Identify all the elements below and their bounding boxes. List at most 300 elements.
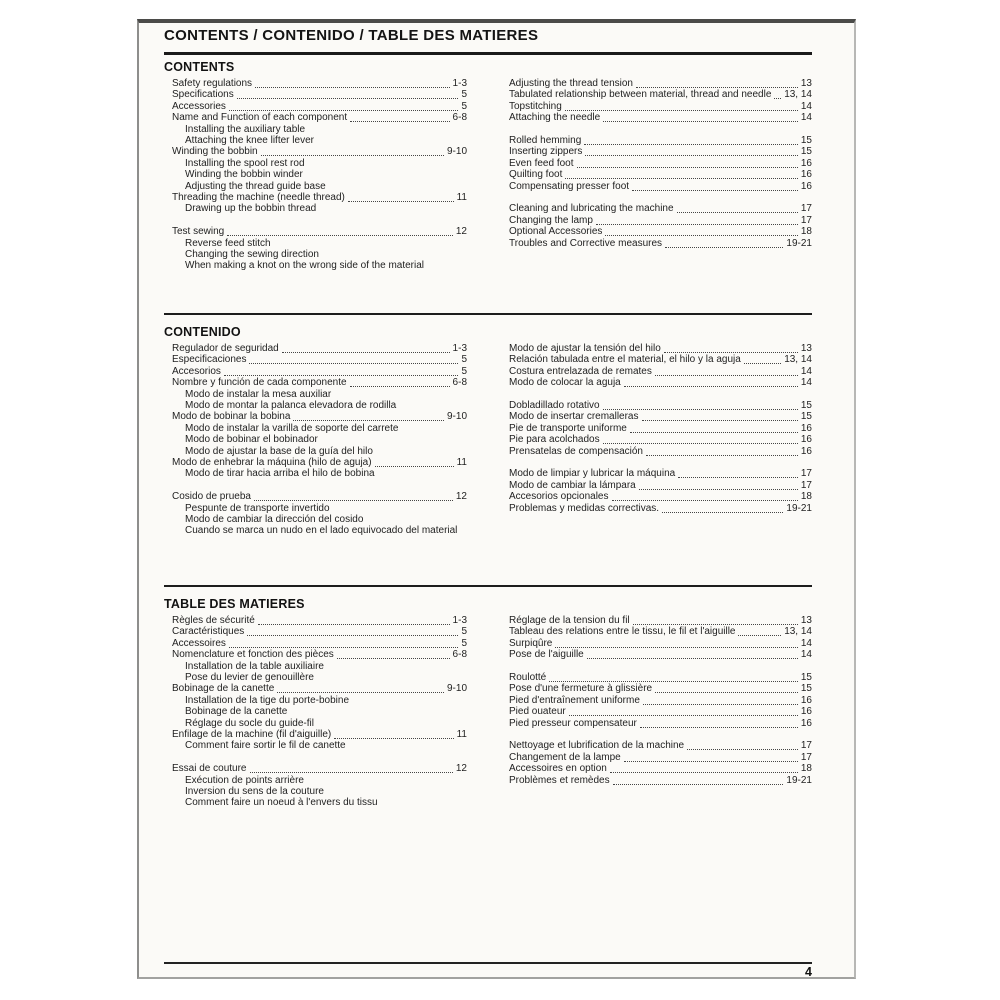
toc-entry-label: Problèmes et remèdes — [509, 774, 610, 786]
dotted-leader — [337, 658, 450, 659]
dotted-leader — [655, 692, 798, 693]
dotted-leader — [774, 98, 781, 99]
toc-entry — [164, 78, 467, 89]
section-heading: CONTENIDO — [164, 325, 241, 339]
toc-subentry — [164, 124, 467, 135]
dotted-leader — [632, 190, 798, 191]
toc-entry — [501, 366, 812, 377]
dotted-leader — [643, 704, 798, 705]
toc-entry-label: Caractéristiques — [172, 626, 245, 638]
toc-entry-label: Tabulated relationship between material, thread and needle — [509, 89, 772, 101]
toc-column-right — [501, 615, 812, 809]
toc-entry-label: Modo de instalar la varilla de soporte del carrete — [185, 422, 399, 434]
toc-entry-label: Modo de cambiar la lámpara — [509, 479, 636, 491]
toc-entry-label: Compensating presser foot — [509, 180, 630, 192]
toc-page-number: 16 — [800, 706, 812, 718]
toc-entry-label: Cosido de prueba — [172, 491, 251, 503]
toc-entry-label: Test sewing — [172, 226, 225, 238]
toc-entry-label: When making a knot on the wrong side of the material — [185, 260, 425, 272]
toc-page-number: 13, 14 — [784, 354, 812, 366]
section-heading: TABLE DES MATIERES — [164, 597, 305, 611]
toc-entry — [501, 101, 812, 112]
toc-page-number: 6-8 — [452, 377, 467, 389]
toc-page-number: 6-8 — [452, 649, 467, 661]
toc-entry-label: Especificaciones — [172, 354, 247, 366]
toc-subentry — [164, 135, 467, 146]
toc-page-number: 16 — [800, 157, 812, 169]
toc-column-right — [501, 78, 812, 272]
toc-subentry — [164, 786, 467, 797]
toc-entry — [501, 672, 812, 683]
toc-page-number: 1-3 — [452, 343, 467, 354]
title-underline — [164, 52, 812, 55]
toc-page-number: 9-10 — [446, 411, 467, 423]
toc-page-number: 14 — [800, 365, 812, 377]
toc-entry — [501, 763, 812, 774]
toc-entry-label: Regulador de seguridad — [172, 343, 279, 354]
toc-page-number: 5 — [461, 626, 467, 638]
toc-subentry — [164, 260, 467, 271]
toc-entry — [501, 615, 812, 626]
dotted-leader — [613, 784, 784, 785]
toc-entry-label: Bobinage de la canette — [185, 706, 288, 718]
toc-entry-label: Exécution de points arrière — [185, 774, 304, 786]
toc-entry-label: Even feed foot — [509, 157, 574, 169]
toc-entry-label: Optional Accessories — [509, 226, 603, 238]
toc-entry-label: Installing the auxiliary table — [185, 123, 306, 135]
toc-page-number: 17 — [800, 214, 812, 226]
toc-page-number: 17 — [800, 751, 812, 763]
dotted-leader — [587, 658, 798, 659]
toc-entry-label: Modo de bobinar la bobina — [172, 411, 291, 423]
toc-entry-label: Changing the sewing direction — [185, 249, 319, 261]
toc-entry-label: Name and Function of each component — [172, 112, 348, 124]
dotted-leader — [565, 110, 798, 111]
toc-page-number: 11 — [456, 192, 467, 204]
toc-subentry — [164, 503, 467, 514]
toc-column-left — [164, 615, 467, 809]
toc-entry-label: Costura entrelazada de remates — [509, 365, 652, 377]
dotted-leader — [605, 235, 797, 236]
toc-entry — [501, 503, 812, 514]
toc-subentry — [164, 389, 467, 400]
toc-page-number: 17 — [800, 479, 812, 491]
toc-entry — [501, 695, 812, 706]
dotted-leader — [664, 352, 798, 353]
toc-entry — [501, 89, 812, 100]
toc-entry-label: Accessoires — [172, 637, 226, 649]
toc-entry-label: Installing the spool rest rod — [185, 157, 305, 169]
toc-entry — [501, 343, 812, 354]
toc-entry — [164, 343, 467, 354]
dotted-leader — [277, 692, 444, 693]
dotted-leader — [224, 375, 459, 376]
dotted-leader — [549, 681, 798, 682]
dotted-leader — [348, 201, 454, 202]
toc-entry-label: Modo de insertar cremalleras — [509, 411, 639, 423]
dotted-leader — [640, 727, 798, 728]
section-contenido — [164, 325, 812, 537]
toc-subentry — [164, 249, 467, 260]
toc-entry-label: Pied ouateur — [509, 706, 566, 718]
toc-entry-label: Pie de transporte uniforme — [509, 422, 627, 434]
toc-page-number: 13 — [800, 615, 812, 626]
dotted-leader — [677, 212, 798, 213]
dotted-leader — [247, 635, 458, 636]
toc-page-number: 17 — [800, 740, 812, 752]
toc-entry-label: Enfilage de la machine (fil d'aiguille) — [172, 729, 332, 741]
toc-entry — [164, 354, 467, 365]
dotted-leader — [630, 432, 798, 433]
dotted-leader — [624, 386, 798, 387]
dotted-leader — [646, 455, 798, 456]
dotted-leader — [237, 98, 459, 99]
toc-entry — [501, 718, 812, 729]
section-divider — [164, 313, 812, 315]
toc-entry-label: Relación tabulada entre el material, el hilo y la aguja — [509, 354, 741, 366]
toc-page-number: 13, 14 — [784, 626, 812, 638]
toc-page-number: 15 — [800, 135, 812, 147]
section-contents — [164, 60, 812, 272]
toc-entry-label: Adjusting the thread guide base — [185, 180, 326, 192]
toc-entry — [501, 740, 812, 751]
toc-entry-label: Cuando se marca un nudo en el lado equivocado del material — [185, 525, 458, 537]
toc-entry-label: Modo de limpiar y lubricar la máquina — [509, 468, 676, 480]
toc-subentry — [164, 797, 467, 808]
dotted-leader — [555, 647, 798, 648]
toc-page-number: 12 — [455, 491, 467, 503]
toc-subentry — [164, 158, 467, 169]
toc-entry — [501, 226, 812, 237]
toc-page-number: 11 — [456, 729, 467, 741]
toc-entry-label: Accesorios — [172, 365, 221, 377]
toc-entry — [501, 158, 812, 169]
toc-entry-label: Comment faire sortir le fil de canette — [185, 740, 346, 752]
dotted-leader — [603, 409, 798, 410]
toc-entry — [501, 491, 812, 502]
toc-entry-label: Topstitching — [509, 100, 562, 112]
toc-entry-label: Surpiqûre — [509, 637, 553, 649]
toc-entry — [501, 377, 812, 388]
dotted-leader — [375, 466, 454, 467]
toc-entry-label: Adjusting the thread tension — [509, 78, 633, 89]
toc-page-number: 17 — [800, 468, 812, 480]
toc-subentry — [164, 400, 467, 411]
toc-entry-label: Reverse feed stitch — [185, 237, 271, 249]
toc-entry — [164, 638, 467, 649]
toc-page-number: 14 — [800, 649, 812, 661]
toc-page-number: 5 — [461, 637, 467, 649]
toc-entry-label: Réglage de la tension du fil — [509, 615, 630, 626]
toc-page-number: 19-21 — [786, 502, 812, 514]
toc-page-number: 15 — [800, 146, 812, 158]
toc-entry — [501, 215, 812, 226]
toc-entry-label: Modo de colocar la aguja — [509, 377, 621, 389]
dotted-leader — [603, 443, 798, 444]
dotted-leader — [633, 624, 798, 625]
toc-page-number: 13, 14 — [784, 89, 812, 101]
toc-entry — [501, 181, 812, 192]
toc-page-number: 18 — [800, 491, 812, 503]
toc-subentry — [164, 238, 467, 249]
toc-entry — [164, 377, 467, 388]
toc-page-number: 9-10 — [446, 146, 467, 158]
toc-page-number: 5 — [461, 354, 467, 366]
dotted-leader — [293, 420, 444, 421]
toc-subentry — [164, 468, 467, 479]
toc-entry — [164, 146, 467, 157]
toc-entry-label: Pose du levier de genouillère — [185, 672, 314, 684]
toc-entry — [501, 626, 812, 637]
toc-page-number: 15 — [800, 400, 812, 412]
toc-entry — [501, 446, 812, 457]
toc-subentry — [164, 695, 467, 706]
toc-entry — [164, 626, 467, 637]
toc-entry — [501, 112, 812, 123]
toc-entry-label: Modo de montar la palanca elevadora de rodilla — [185, 400, 397, 412]
toc-entry — [164, 89, 467, 100]
toc-columns — [164, 343, 812, 537]
toc-entry — [501, 203, 812, 214]
toc-entry — [164, 491, 467, 502]
toc-entry-label: Accesorios opcionales — [509, 491, 609, 503]
toc-page-number: 15 — [800, 683, 812, 695]
toc-entry — [501, 135, 812, 146]
toc-entry — [501, 169, 812, 180]
toc-subentry — [164, 740, 467, 751]
dotted-leader — [229, 110, 459, 111]
toc-entry-label: Quilting foot — [509, 169, 563, 181]
dotted-leader — [261, 155, 444, 156]
toc-entry-label: Installation de la tige du porte-bobine — [185, 694, 350, 706]
toc-page-number: 16 — [800, 422, 812, 434]
toc-entry — [501, 468, 812, 479]
toc-columns — [164, 78, 812, 272]
toc-entry — [501, 78, 812, 89]
toc-entry-label: Modo de enhebrar la máquina (hilo de aguja) — [172, 457, 372, 469]
toc-page-number: 16 — [800, 445, 812, 457]
toc-page-number: 16 — [800, 434, 812, 446]
toc-entry — [164, 366, 467, 377]
toc-entry-label: Règles de sécurité — [172, 615, 255, 626]
toc-entry-label: Modo de tirar hacia arriba el hilo de bobina — [185, 468, 375, 480]
toc-entry-label: Essai de couture — [172, 763, 247, 775]
toc-entry-label: Pose d'une fermeture à glissière — [509, 683, 653, 695]
toc-entry-label: Roulotté — [509, 672, 547, 684]
toc-entry-label: Dobladillado rotativo — [509, 400, 600, 412]
toc-page-number: 11 — [456, 457, 467, 469]
toc-page-number: 9-10 — [446, 683, 467, 695]
toc-entry — [501, 238, 812, 249]
toc-entry-label: Nettoyage et lubrification de la machine — [509, 740, 685, 752]
toc-subentry — [164, 514, 467, 525]
manual-page — [137, 19, 856, 979]
toc-entry — [501, 649, 812, 660]
dotted-leader — [249, 363, 458, 364]
toc-entry-label: Nomenclature et fonction des pièces — [172, 649, 334, 661]
section-divider — [164, 585, 812, 587]
toc-page-number: 19-21 — [786, 237, 812, 249]
toc-entry-label: Drawing up the bobbin thread — [185, 203, 317, 215]
dotted-leader — [596, 224, 798, 225]
dotted-leader — [655, 375, 798, 376]
toc-page-number: 15 — [800, 411, 812, 423]
toc-entry — [164, 101, 467, 112]
toc-entry — [164, 649, 467, 660]
toc-subentry — [164, 203, 467, 214]
dotted-leader — [738, 635, 781, 636]
toc-entry-label: Prensatelas de compensación — [509, 445, 643, 457]
toc-entry — [164, 763, 467, 774]
toc-entry — [164, 729, 467, 740]
toc-entry — [164, 457, 467, 468]
dotted-leader — [334, 738, 453, 739]
toc-page-number: 14 — [800, 100, 812, 112]
dotted-leader — [227, 235, 453, 236]
toc-entry-label: Modo de ajustar la tensión del hilo — [509, 343, 661, 354]
toc-entry — [501, 434, 812, 445]
dotted-leader — [569, 715, 798, 716]
toc-entry-label: Inserting zippers — [509, 146, 583, 158]
toc-entry — [501, 423, 812, 434]
dotted-leader — [584, 144, 798, 145]
toc-column-left — [164, 78, 467, 272]
toc-page-number: 16 — [800, 694, 812, 706]
toc-entry — [501, 354, 812, 365]
toc-page-number: 14 — [800, 112, 812, 124]
toc-entry-label: Nombre y función de cada componente — [172, 377, 347, 389]
toc-entry-label: Cleaning and lubricating the machine — [509, 203, 674, 215]
toc-entry-label: Pose de l'aiguille — [509, 649, 584, 661]
dotted-leader — [678, 477, 798, 478]
toc-entry-label: Comment faire un noeud à l'envers du tissu — [185, 797, 378, 809]
dotted-leader — [636, 87, 798, 88]
toc-entry — [501, 775, 812, 786]
toc-subentry — [164, 446, 467, 457]
toc-entry-label: Threading the machine (needle thread) — [172, 192, 345, 204]
toc-page-number: 13 — [800, 78, 812, 89]
toc-entry-label: Winding the bobbin — [172, 146, 258, 158]
toc-page-number: 1-3 — [452, 615, 467, 626]
dotted-leader — [642, 420, 798, 421]
dotted-leader — [254, 500, 453, 501]
toc-columns — [164, 615, 812, 809]
toc-column-right — [501, 343, 812, 537]
toc-entry — [164, 615, 467, 626]
toc-entry-label: Problemas y medidas correctivas. — [509, 502, 660, 514]
toc-entry-label: Safety regulations — [172, 78, 253, 89]
toc-entry-label: Tableau des relations entre le tissu, le fil et l'aiguille — [509, 626, 736, 638]
toc-entry-label: Réglage du socle du guide-fil — [185, 717, 314, 729]
dotted-leader — [585, 155, 798, 156]
toc-subentry — [164, 661, 467, 672]
toc-entry — [164, 411, 467, 422]
dotted-leader — [565, 178, 798, 179]
toc-entry-label: Rolled hemming — [509, 135, 582, 147]
toc-entry-label: Accessoires en option — [509, 763, 607, 775]
dotted-leader — [577, 167, 798, 168]
toc-entry — [501, 638, 812, 649]
page-title: CONTENTS / CONTENIDO / TABLE DES MATIERES — [164, 27, 539, 44]
toc-page-number: 12 — [455, 226, 467, 238]
toc-page-number: 13 — [800, 343, 812, 354]
dotted-leader — [610, 772, 798, 773]
toc-subentry — [164, 169, 467, 180]
toc-page-number: 16 — [800, 180, 812, 192]
toc-entry-label: Changing the lamp — [509, 214, 593, 226]
toc-subentry — [164, 525, 467, 536]
toc-page-number: 5 — [461, 89, 467, 101]
dotted-leader — [255, 87, 449, 88]
toc-page-number: 15 — [800, 672, 812, 684]
toc-entry-label: Installation de la table auxiliaire — [185, 660, 324, 672]
toc-entry — [501, 146, 812, 157]
dotted-leader — [665, 247, 783, 248]
toc-page-number: 17 — [800, 203, 812, 215]
toc-entry — [164, 112, 467, 123]
footer-rule — [164, 962, 812, 964]
toc-entry-label: Pied presseur compensateur — [509, 717, 637, 729]
toc-entry-label: Modo de bobinar el bobinador — [185, 434, 318, 446]
toc-subentry — [164, 718, 467, 729]
toc-entry-label: Modo de cambiar la dirección del cosido — [185, 514, 364, 526]
toc-entry-label: Modo de ajustar la base de la guía del hilo — [185, 445, 373, 457]
toc-page-number: 1-3 — [452, 78, 467, 89]
page-number: 4 — [805, 965, 812, 979]
toc-entry-label: Specifications — [172, 89, 234, 101]
section-table-des-matieres — [164, 597, 812, 809]
toc-entry — [501, 411, 812, 422]
toc-subentry — [164, 181, 467, 192]
toc-page-number: 6-8 — [452, 112, 467, 124]
toc-subentry — [164, 423, 467, 434]
toc-page-number: 14 — [800, 637, 812, 649]
toc-subentry — [164, 434, 467, 445]
toc-page-number: 14 — [800, 377, 812, 389]
dotted-leader — [662, 512, 783, 513]
toc-entry-label: Pie para acolchados — [509, 434, 600, 446]
dotted-leader — [229, 647, 459, 648]
toc-page-number: 18 — [800, 763, 812, 775]
dotted-leader — [612, 500, 798, 501]
toc-entry-label: Bobinage de la canette — [172, 683, 275, 695]
toc-entry — [501, 706, 812, 717]
dotted-leader — [250, 772, 453, 773]
toc-entry-label: Pied d'entraînement uniforme — [509, 694, 640, 706]
dotted-leader — [350, 386, 450, 387]
toc-entry — [164, 226, 467, 237]
toc-entry-label: Inversion du sens de la couture — [185, 786, 324, 798]
toc-page-number: 16 — [800, 169, 812, 181]
toc-page-number: 18 — [800, 226, 812, 238]
toc-entry-label: Winding the bobbin winder — [185, 169, 303, 181]
toc-subentry — [164, 672, 467, 683]
toc-subentry — [164, 706, 467, 717]
toc-entry-label: Troubles and Corrective measures — [509, 237, 663, 249]
dotted-leader — [744, 363, 781, 364]
toc-page-number: 12 — [455, 763, 467, 775]
toc-entry — [164, 683, 467, 694]
toc-page-number: 5 — [461, 365, 467, 377]
toc-entry-label: Attaching the knee lifter lever — [185, 135, 314, 147]
toc-entry — [501, 400, 812, 411]
section-heading: CONTENTS — [164, 60, 235, 74]
dotted-leader — [258, 624, 450, 625]
dotted-leader — [687, 749, 798, 750]
toc-page-number: 5 — [461, 100, 467, 112]
toc-column-left — [164, 343, 467, 537]
dotted-leader — [639, 489, 798, 490]
